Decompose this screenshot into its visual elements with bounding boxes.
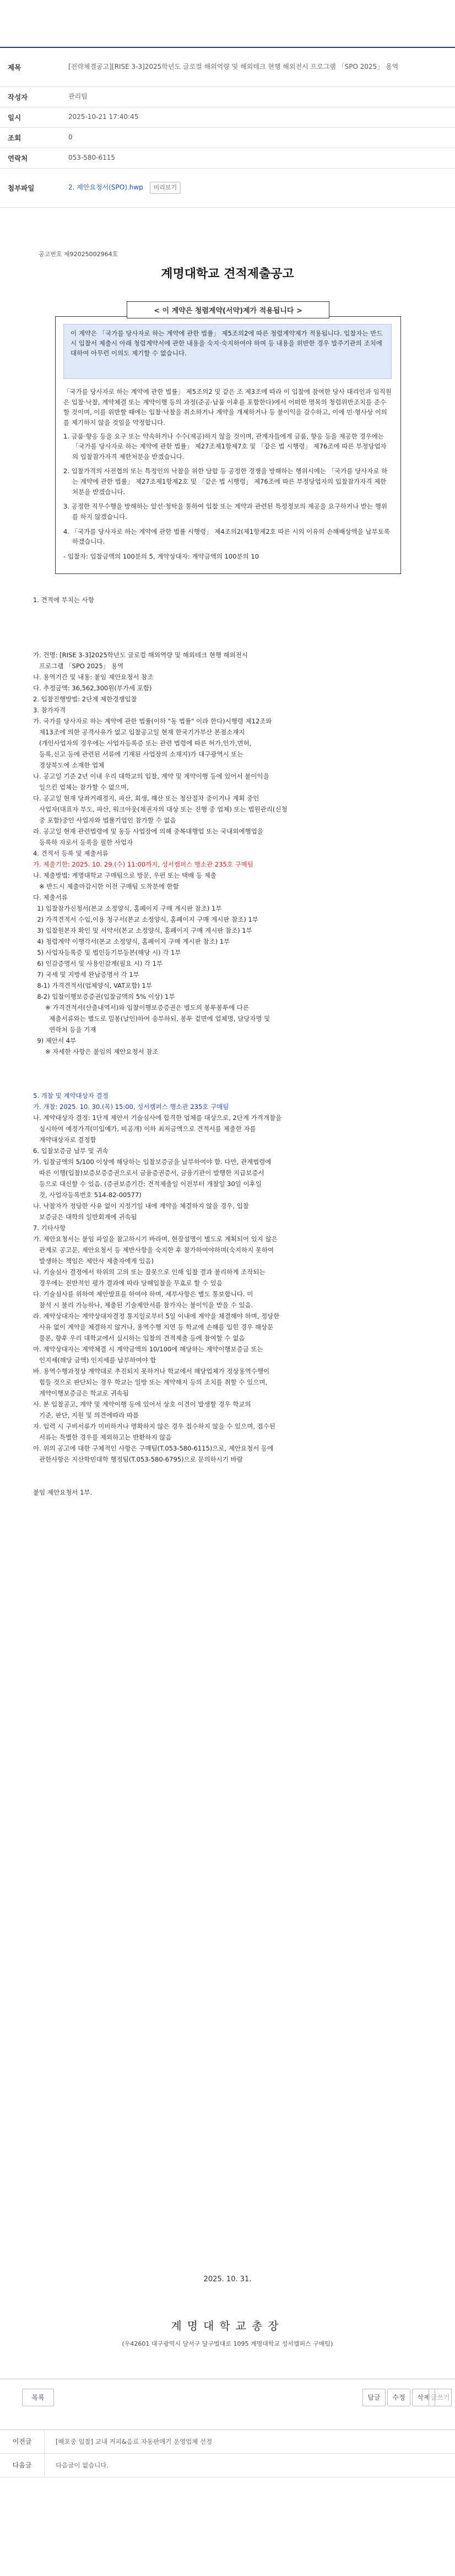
body-line: 등록하 자로서 등록을 필한 사업자: [33, 838, 133, 846]
author: 관리팀: [68, 93, 88, 101]
notice-body: [33, 595, 419, 1498]
integrity-highlight: 이 계약은 「국가를 당사자로 하는 계약에 관한 법률」 제5조의2에 따른 청렴계약제가 적용됩니다. 입찰자는 반드시 입찰서 제출시 아래 청렴계약서에 관한 내용을 숙지·숙지하여야 하며 등 내용을 위반한 경우 발주기관의 조치에 대하여 아무런 이의도 제기할 수 없습니다.: [63, 324, 392, 379]
post-info-table: [0, 47, 455, 208]
body-line: 나. 제출방법: 계명대학교 구매팀으로 방문, 우편 또는 택배 등 제출: [33, 872, 216, 879]
body-line: 사업자(대표자 부도, 파산, 워크아웃(채권자의 대상 또는 진행 중 업체) 또는 법원관리(신청: [33, 805, 288, 813]
post-title: [전략체결공고][RISE 3-3]2025학년도 글로컬 해외역량 및 해외테크 현행 해외전시 프로그램 「SPO 2025」 용역: [68, 63, 399, 71]
signatory: 계명대학교총장: [171, 2319, 284, 2333]
body-line: 바. 용역수행과정상 계약대로 추진되지 못하거나 학교에서 해당업체가 정상용역수행이: [33, 1367, 270, 1375]
body-line: 가. 입찰금액의 5/100 이상에 해당하는 입찰보증금을 납부하여야 함. 다만, 관계법령에: [33, 1158, 272, 1166]
body-line: 연락처 등을 기재: [33, 1026, 96, 1033]
body-line: [33, 606, 419, 617]
info-label: 첨부파일: [8, 184, 35, 192]
body-line: 인지세(해당 금액) 인지세를 납부하여야 함: [33, 1356, 156, 1364]
view-count: 0: [68, 133, 73, 142]
body-line: 일으킨 업체는 참가할 수 없으며,: [33, 783, 129, 791]
body-line: 관계로 공고문, 제안요청서 등 제반사항을 숙지한 후 참가하여야하며(숙지하지 못하여: [33, 1246, 274, 1254]
body-line: 가. 개찰: 2025. 10. 30.(목) 15:00, 성서캠퍼스 행소관 235호 구매팀: [33, 1103, 229, 1111]
edit-button[interactable]: 수정: [387, 2389, 410, 2406]
body-line: 나. 용역기간 및 내용: 붙임 제안요청서 참조: [33, 673, 154, 681]
info-row-views: [0, 128, 455, 148]
body-line: 중 포함)중인 사업자와 법률기업인 참가할 수 없음: [33, 816, 176, 824]
prev-post-link[interactable]: [배포중 입찰] 교내 커피&음료 자동판매기 운영업체 선정: [56, 2438, 213, 2445]
body-line: 다. 제출서류: [33, 894, 68, 901]
body-line: 사. 본 입찰공고, 계약 및 계약이행 등에 있어서 상호 이견이 발생할 경우 학교의: [33, 1400, 251, 1408]
integrity-item: 3. 공정한 직무수행을 방해하는 알선·청탁을 통하여 입찰 또는 계약과 관련된 특정정보의 제공을 요구하거나 받는 행위를 하지 않겠습니다.: [63, 502, 387, 521]
next-post-text: 다음글이 없습니다.: [56, 2461, 109, 2469]
body-line: 사유 없이 계약을 체결하지 않거나, 용역수행 지연 등 학교에 손해를 입힌 경우 해상문: [33, 1323, 274, 1331]
body-line: [33, 1080, 419, 1091]
body-line: 자. 입력 시 구비서류가 미비하거나 명확하지 않은 경우 접수하지 않을 수 있으며, 접수된: [33, 1422, 275, 1430]
body-line: 발생하는 책임은 제안사 제출자에게 있음): [33, 1257, 154, 1265]
body-line: 경우에는 전반적인 평가 결과에 따라 당해입찰을 무효로 할 수 있음: [33, 1279, 223, 1287]
body-line: 가. 건명: [RISE 3-3]2025학년도 글로컬 해외역량 및 해외테크 현행 해외전시: [33, 651, 248, 659]
signatory-address: (우42601 대구광역시 달서구 달구벌대로 1095 계명대학교 성서캠퍼스 구매팀): [122, 2340, 333, 2347]
body-line: 나. 낙찰자가 정당한 사유 없이 지정기일 내에 계약을 체결하지 않을 경우, 입찰: [33, 1202, 249, 1210]
body-line: [33, 1069, 419, 1080]
body-line: 제13조에 의한 공격사유가 없고 입찰공고일 현재 한국기가부산 본점소재지: [33, 728, 245, 736]
body-line: 다. 추정금액: 36,562,300원(부가세 포함): [33, 684, 152, 692]
body-line: 1. 견적에 부치는 사항: [33, 596, 94, 604]
body-line: 6) 인감증명서 및 사용인감계(필요 시) 각 1부: [33, 960, 163, 967]
integrity-item: 1. 금품·향응 등을 요구 또는 약속하거나 수수(제공)하지 않을 것이며, 관계자들에게 금품, 향응 등을 제공한 경우에는 「국가를 당사자로 하는 계약에 관한 법률」 제27조제1항제7호 및 「같은 법 시행령」 제76조에 따른 부정당업자의 입찰참가자격 제한처분을 받겠습니다.: [63, 432, 387, 461]
body-line: 2) 가격견적서 수입,이용 청구서(본교 소정양식, 홈페이지 구매 게시판 참조) 1부: [33, 916, 258, 923]
prev-post-label: 이전글: [0, 2430, 45, 2453]
info-label: 제목: [8, 63, 21, 72]
body-line: 실시하여 예정가격(미입예가, 비공개) 이하 최저금액으로 견적서를 제출한 자를: [33, 1125, 256, 1133]
body-line: 아. 위의 공고에 대한 구체적인 사항은 구매팀(T.053-580-6115)으로, 제안요청서 등에: [33, 1444, 274, 1452]
body-line: 7) 국세 및 지방세 완납증명서 각 1부: [33, 971, 139, 978]
body-line: ※ 자세한 사항은 붙임의 제안요청서 참조: [33, 1048, 159, 1056]
body-line: 라. 공고일 현재 관련법령에 및 동등 사업장에 의해 중복대행업 또는 국내외에행업을: [33, 827, 263, 835]
notice-number: 공고번호 제92025002964호: [39, 251, 118, 258]
body-line: 5. 개찰 및 계약대상자 결정: [33, 1092, 109, 1100]
next-post-label: 다음글: [0, 2454, 45, 2477]
integrity-item: 4. 「국가를 당사자로 하는 계약에 관한 법률 시행령」 제4조의2(제1항제2호 따른 시의 이유의 손해배상액을 납부토록 하겠습니다.: [63, 527, 390, 546]
info-label: 조회: [8, 134, 21, 142]
body-line: 라. 계약상대자는 계약상대자결정 통지일로부터 5일 이내에 계약을 체결해야 하며, 정당한: [33, 1312, 280, 1320]
body-line: 힘들 것으로 판단되는 경우 학교는 일방 또는 계약해지 등의 조치를 취할 수 있으며,: [33, 1378, 268, 1386]
body-line: [33, 617, 419, 628]
body-line: 다. 공고일 현재 당좌거래정지, 파산, 회생, 해산 또는 청산절차 중이거나 계획 중인: [33, 794, 259, 802]
body-line: [33, 639, 419, 650]
contact-number: 053-580-6115: [68, 154, 116, 162]
post-date: 2025-10-21 17:40:45: [68, 113, 139, 121]
body-line: 프로그램 「SPO 2025」 용역: [33, 662, 124, 670]
body-line: 4) 청렴계약 이행각서(본교 소정양식, 홈페이지 구매 게시판 참조) 1부: [33, 938, 230, 945]
body-line: 가. 국가를 당사자로 하는 계약에 관한 법률(이하 "동 법률" 이라 한다)시행령 제12조와: [33, 717, 272, 725]
info-label: 일시: [8, 113, 21, 122]
post-navigation: [0, 2429, 455, 2477]
body-line: 등록,신고 등에 관련된 서류에 기재된 사업장의 소재지)가 대구광역시 또는: [33, 750, 243, 758]
info-label: 작성자: [8, 93, 28, 101]
body-line: 3) 입찰원본자 확인 및 서약서(본교 소정양식, 홈페이지 구매 게시판 참조) 1부: [33, 927, 252, 934]
body-line: 3. 참가자격: [33, 706, 66, 714]
next-post-row: [0, 2454, 455, 2477]
body-line: 나. 계약대상자 결정: 1단계 제안서 기술심사에 합격한 업체를 대상으로, 2단계 가격개찰을: [33, 1114, 282, 1122]
body-line: 서류는 특별한 경우를 제외하고는 반환하지 않음: [33, 1433, 172, 1441]
notice-date: 2025. 10. 31.: [203, 2275, 252, 2283]
body-line: 마. 계약상대자는 계약체결 시 계약금액의 10/100에 해당하는 계약이행보증금 또는: [33, 1345, 263, 1353]
body-line: 8-1) 가격견적서(업체양식, VAT포함) 1부: [33, 982, 152, 989]
body-line: 5) 사업자등록증 및 법인등기부등본(해당 시) 각 1부: [33, 949, 181, 956]
integrity-item: - 입찰자: 입찰금액의 100분의 5, 계약상대자: 계약금액의 100분의 10: [63, 552, 259, 560]
info-row-date: [0, 107, 455, 128]
integrity-box-title: < 이 계약은 청렴계약(서약)제가 적용됩니다 >: [127, 301, 329, 318]
body-line: 6. 입찰보증금 납부 및 귀속: [33, 1147, 109, 1155]
integrity-intro: 「국가를 당사자로 하는 계약에 관한 법률」 제5조의2 및 같은 조 제3조에 따라 이 입찰에 참여한 당사 대리인과 임직원은 입찰·낙찰, 계약체결 또는 계약이행 등의 과정(준공·납품 이후를 포함한다)에서 어떠한 명목의 청렴위반조치를 준수할 것이며, 이를 위반할 때에는 입찰·낙찰을 취소하거나 계약을 개제하거나 등 불이익을 감수하고, 이에 민·형사상 이의를 제기하지 않을 것임을 약정합니다.: [63, 388, 392, 426]
info-row-attachment: [0, 169, 455, 208]
delete-button[interactable]: 삭제: [412, 2389, 435, 2406]
document-title: 계명대학교 견적제출공고: [161, 267, 294, 281]
body-line: 2. 입찰진행방법: 2단계 제한경쟁입찰: [33, 695, 137, 703]
body-line: 나. 기술심사 결정에서 하위의 고의 또는 잘못으로 인해 입찰 결과 불리하게 조작되는: [33, 1268, 266, 1276]
list-button[interactable]: 목록: [22, 2389, 54, 2406]
write-button[interactable]: 글쓰기: [429, 2389, 452, 2406]
body-line: 따른 이행(입찰)보증보증증권으로서 금융증권증서, 금융기관이 발행한 지급보증서: [33, 1169, 264, 1177]
body-line: 붙임 제안요청서 1부.: [33, 1489, 93, 1496]
body-line: 경상북도에 소재한 업체: [33, 761, 105, 769]
body-line: 9) 제안서 4부: [33, 1037, 77, 1045]
body-line: (개인사업자의 경우에는 사업자등록증 또는 관련 법령에 따른 허가,인가,면허,: [33, 739, 252, 747]
body-line: 8-2) 입찰이행보증증권(입찰금액의 5% 이상) 1부: [33, 993, 175, 1000]
body-line: 관한사항은 지산학민대학 행정팀(T.053-580-6795)으로 문의하시기 바람: [33, 1455, 243, 1463]
prev-post-row[interactable]: [0, 2430, 455, 2454]
integrity-item: 2. 입찰가격의 사전협의 또는 특정인의 낙찰을 위한 담합 등 공정한 경쟁을 방해하는 행위시에는 「국가를 당사자로 하는 계약에 관한 법률」 제27조제1항제2호 및 「같은 법 시행령」 제76조에 따른 부정당업자의 입찰참가자격 제한 처분을 받겠습니다.: [63, 467, 388, 496]
info-row-author: [0, 87, 455, 107]
body-line: 계약대상자로 결정함: [33, 1136, 96, 1144]
body-line: [33, 628, 419, 639]
body-line: 가. 제안요청서는 붙임 파일을 참고하시기 바라며, 현장설명이 별도로 계획되어 있지 않은: [33, 1235, 278, 1243]
body-line: 4. 견적서 등록 및 제출서류: [33, 849, 109, 857]
body-line: 기준, 판단, 지원 및 의견에따라 따름: [33, 1411, 139, 1419]
body-line: 등으로 대신할 수 있음. (증권보증기간: 견적제출일 이전부터 개찰일 30일 이후일: [33, 1180, 262, 1188]
reply-button[interactable]: 답글: [362, 2389, 386, 2406]
attachment-cell: [63, 178, 455, 197]
attachment-link[interactable]: 2. 제안요청서(SPO).hwp: [68, 183, 143, 192]
body-line: 7. 기타사항: [33, 1224, 66, 1232]
body-line: [33, 1476, 419, 1487]
body-line: 다. 기술심사를 위하여 제안발표를 하여야 하며, 세부사항은 별도 통보합니다. 미: [33, 1290, 253, 1298]
body-line: ※ 반드시 제출마감시한 이전 구매팀 도착분에 한함: [33, 883, 179, 890]
body-line: [33, 1058, 419, 1069]
body-line: 나. 공고일 기준 2년 이내 우리 대학교의 입찰, 계약 및 계약이행 등에 있어서 불이익을: [33, 772, 269, 780]
info-row-title: [0, 48, 455, 87]
body-line: 계약이행보증금은 학교로 귀속됨: [33, 1389, 129, 1397]
body-line: 물론, 향후 우리 대학교에서 실시하는 입찰의 견적제출 등에 참여할 수 없음: [33, 1334, 245, 1342]
body-line: 가. 제출기한: 2025. 10. 29.(수) 11:00까지, 성서캠퍼스 행소관 235호 구매팀: [33, 861, 253, 868]
body-line: 제출서류와는 별도로 밀봉(날인)하여 송부하되, 봉투 겉면에 업체명, 담당자명 및: [33, 1015, 270, 1022]
preview-button[interactable]: 미리보기: [150, 182, 181, 194]
info-row-contact: [0, 148, 455, 169]
body-line: 1) 입찰참가신청서(본교 소정양식, 홈페이지 구매 게시판 참조) 1부: [33, 905, 222, 912]
body-line: 것, 사업자등록번호 514-82-00577): [33, 1191, 142, 1199]
body-line: 참석 시 불리 가능하나, 제출된 기술제안서를 참가자는 불이익을 받을 수 있음.: [33, 1301, 253, 1309]
body-line: 보증금은 대학의 일반회계에 귀속됨: [33, 1213, 137, 1221]
body-line: ※ 가격견적서(산출내역서)와 입찰이행보증증권은 별도의 봉투봉투에 다른: [33, 1004, 250, 1011]
body-line: [33, 1465, 419, 1476]
integrity-body: [63, 387, 392, 566]
info-label: 연락처: [8, 154, 28, 163]
